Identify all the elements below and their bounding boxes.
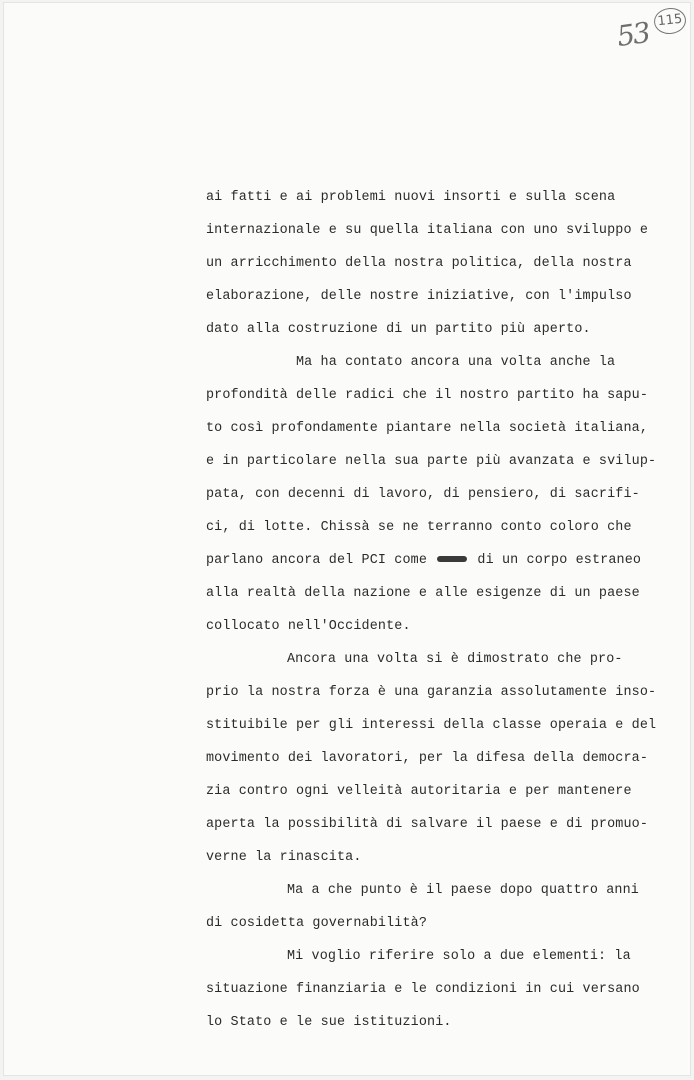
text-line: pata, con decenni di lavoro, di pensiero, di sacrifi- [206, 487, 640, 502]
text-line: alla realtà della nazione e alle esigenze di un paese [206, 586, 640, 601]
text-line: lo Stato e le sue istituzioni. [206, 1015, 452, 1030]
text-line: prio la nostra forza è una garanzia assolutamente inso- [206, 685, 657, 700]
text-line: un arricchimento della nostra politica, della nostra [206, 256, 632, 271]
text-line: ai fatti e ai problemi nuovi insorti e sulla scena [206, 190, 616, 205]
text-line: verne la rinascita. [206, 850, 362, 865]
handwritten-page-number: 53 [614, 15, 651, 54]
struck-out-word [437, 556, 467, 562]
text-segment: parlano ancora del PCI come [206, 553, 428, 568]
text-line-paragraph-start: Ancora una volta si è dimostrato che pro- [287, 652, 623, 667]
text-line-paragraph-start: Ma ha contato ancora una volta anche la [296, 355, 616, 370]
text-line: to così profondamente piantare nella società italiana, [206, 421, 649, 436]
text-line-paragraph-start: Mi voglio riferire solo a due elementi: la [287, 949, 631, 964]
document-page [3, 2, 691, 1076]
text-line-with-strikeout [206, 553, 641, 569]
text-line: di cosidetta governabilità? [206, 916, 428, 931]
text-line: ci, di lotte. Chissà se ne terranno conto coloro che [206, 520, 632, 535]
text-line: profondità delle radici che il nostro partito ha sapu- [206, 388, 649, 403]
text-line: dato alla costruzione di un partito più aperto. [206, 322, 591, 337]
text-line: zia contro ogni velleità autoritaria e per mantenere [206, 784, 632, 799]
text-line: elaborazione, delle nostre iniziative, con l'impulso [206, 289, 632, 304]
text-line: movimento dei lavoratori, per la difesa della democra- [206, 751, 649, 766]
text-line: stituibile per gli interessi della classe operaia e del [206, 718, 657, 733]
text-line: e in particolare nella sua parte più avanzata e svilup- [206, 454, 657, 469]
text-line: aperta la possibilità di salvare il paese e di promuo- [206, 817, 649, 832]
circled-page-number: 115 [653, 6, 688, 35]
text-line: situazione finanziaria e le condizioni in cui versano [206, 982, 640, 997]
text-line-paragraph-start: Ma a che punto è il paese dopo quattro anni [287, 883, 639, 898]
text-line: collocato nell'Occidente. [206, 619, 411, 634]
text-segment: di un corpo estraneo [477, 553, 642, 568]
text-line: internazionale e su quella italiana con uno sviluppo e [206, 223, 649, 238]
